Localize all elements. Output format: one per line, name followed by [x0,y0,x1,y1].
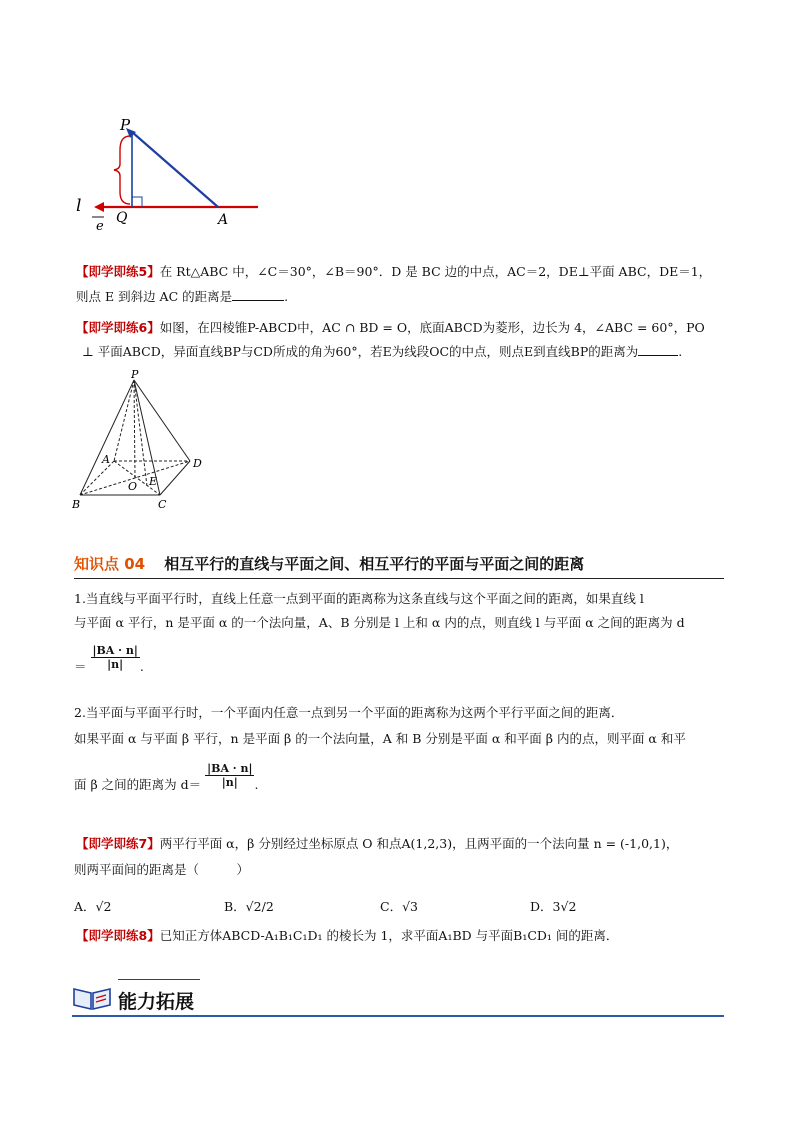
exercise-6-line2: ⊥ 平面ABCD，异面直线BP与CD所成的角为60°，若E为线段OC的中点，则点E到直线BP的距离为 [82,344,639,359]
answer-blank[interactable] [232,288,284,301]
option-c[interactable]: C．√3 [380,899,418,914]
pyramid-A: A [102,453,110,466]
exercise-8-text: 已知正方体ABCD-A₁B₁C₁D₁ 的棱长为 1，求平面A₁BD 与平面B₁CD₁ 间的距离． [159,928,619,943]
pyramid-E: E [149,475,158,488]
formula-end: . [254,777,259,792]
exercise-5-line1: 在 Rt△ABC 中，∠C＝30°，∠B＝90°．D 是 BC 边的中点，AC＝2，DE⊥平面 ABC，DE＝1， [159,264,712,279]
section-label: 知识点 04 [74,555,146,573]
exercise-7-line1: 两平行平面 α，β 分别经过坐标原点 O 和点A(1,2,3)，且两平面的一个法向量 n = (-1,0,1)， [159,836,679,851]
pyramid-B: B [72,498,81,511]
label-e: e [96,219,104,234]
pyramid-C: C [158,498,167,511]
ability-title: 能力拓展 [118,991,195,1013]
exercise-8-tag: 【即学即练8】 [76,928,160,943]
book-icon [72,983,112,1011]
plane-distance-formula [205,762,254,789]
exercise-7-line2: 则两平面间的距离是（ ） [74,862,250,877]
exercise-5-end: . [284,289,289,304]
label-A: A [218,212,229,228]
formula-denominator: |n| [221,776,238,789]
formula-end: . [139,659,144,674]
option-b[interactable]: B．√2/2 [224,899,274,914]
exercise-6-tag: 【即学即练6】 [76,320,160,335]
pyramid-P: P [131,368,139,381]
label-Q: Q [116,210,128,226]
point2-formula [74,762,258,793]
section-title: 相互平行的直线与平面之间、相互平行的平面与平面之间的距离 [164,555,585,573]
figure-pyramid [72,368,212,513]
point1-formula [74,644,144,675]
ability-title-overline [118,979,200,980]
point2-line3: 面 β 之间的距离为 d＝ [74,777,202,792]
formula-numerator: |BA · n| [92,644,138,657]
exercise-6-line1: 如图，在四棱锥P-ABCD中，AC ∩ BD = O，底面ABCD为菱形，边长为 4，∠ABC = 60°，PO [159,320,705,335]
exercise-8 [76,927,618,945]
option-d[interactable]: D．3√2 [530,899,577,914]
distance-formula [91,644,140,671]
pyramid-O: O [128,480,138,493]
exercise-5-line2: 则点 E 到斜边 AC 的距离是 [76,289,233,304]
ability-section [72,975,724,1020]
exercise-5-tag: 【即学即练5】 [76,264,160,279]
exercise-5 [76,263,711,281]
exercise-6 [76,319,705,337]
formula-prefix: ＝ [74,659,87,674]
exercise-7 [76,835,678,853]
exercise-6-cont [82,343,682,361]
point2-line2: 如果平面 α 与平面 β 平行，n 是平面 β 的一个法向量，A 和 B 分别是平面 α 和平面 β 内的点，则平面 α 和平 [74,731,686,746]
formula-numerator: |BA · n| [207,762,253,775]
pyramid-D: D [193,457,202,470]
label-P: P [120,116,131,134]
point1-line1: 1.当直线与平面平行时，直线上任意一点到平面的距离称为这条直线与这个平面之间的距离，如果直线 l [74,591,644,606]
exercise-5-cont [76,288,288,306]
label-l: l [76,196,82,216]
figure-perpendicular-distance [70,112,270,237]
formula-denominator: |n| [107,658,124,671]
exercise-7-tag: 【即学即练7】 [76,836,160,851]
answer-blank[interactable] [638,343,678,356]
option-a[interactable]: A．√2 [74,899,112,914]
point2-line1: 2.当平面与平面平行时，一个平面内任意一点到另一个平面的距离称为这两个平行平面之间的距离． [74,705,624,720]
point1-line2: 与平面 α 平行，n 是平面 α 的一个法向量，A、B 分别是 l 上和 α 内的点，则直线 l 与平面 α 之间的距离为 d [74,615,685,630]
exercise-6-end: . [678,344,683,359]
ability-underline [72,1015,724,1017]
section-underline [74,578,724,579]
section-heading [74,553,724,574]
